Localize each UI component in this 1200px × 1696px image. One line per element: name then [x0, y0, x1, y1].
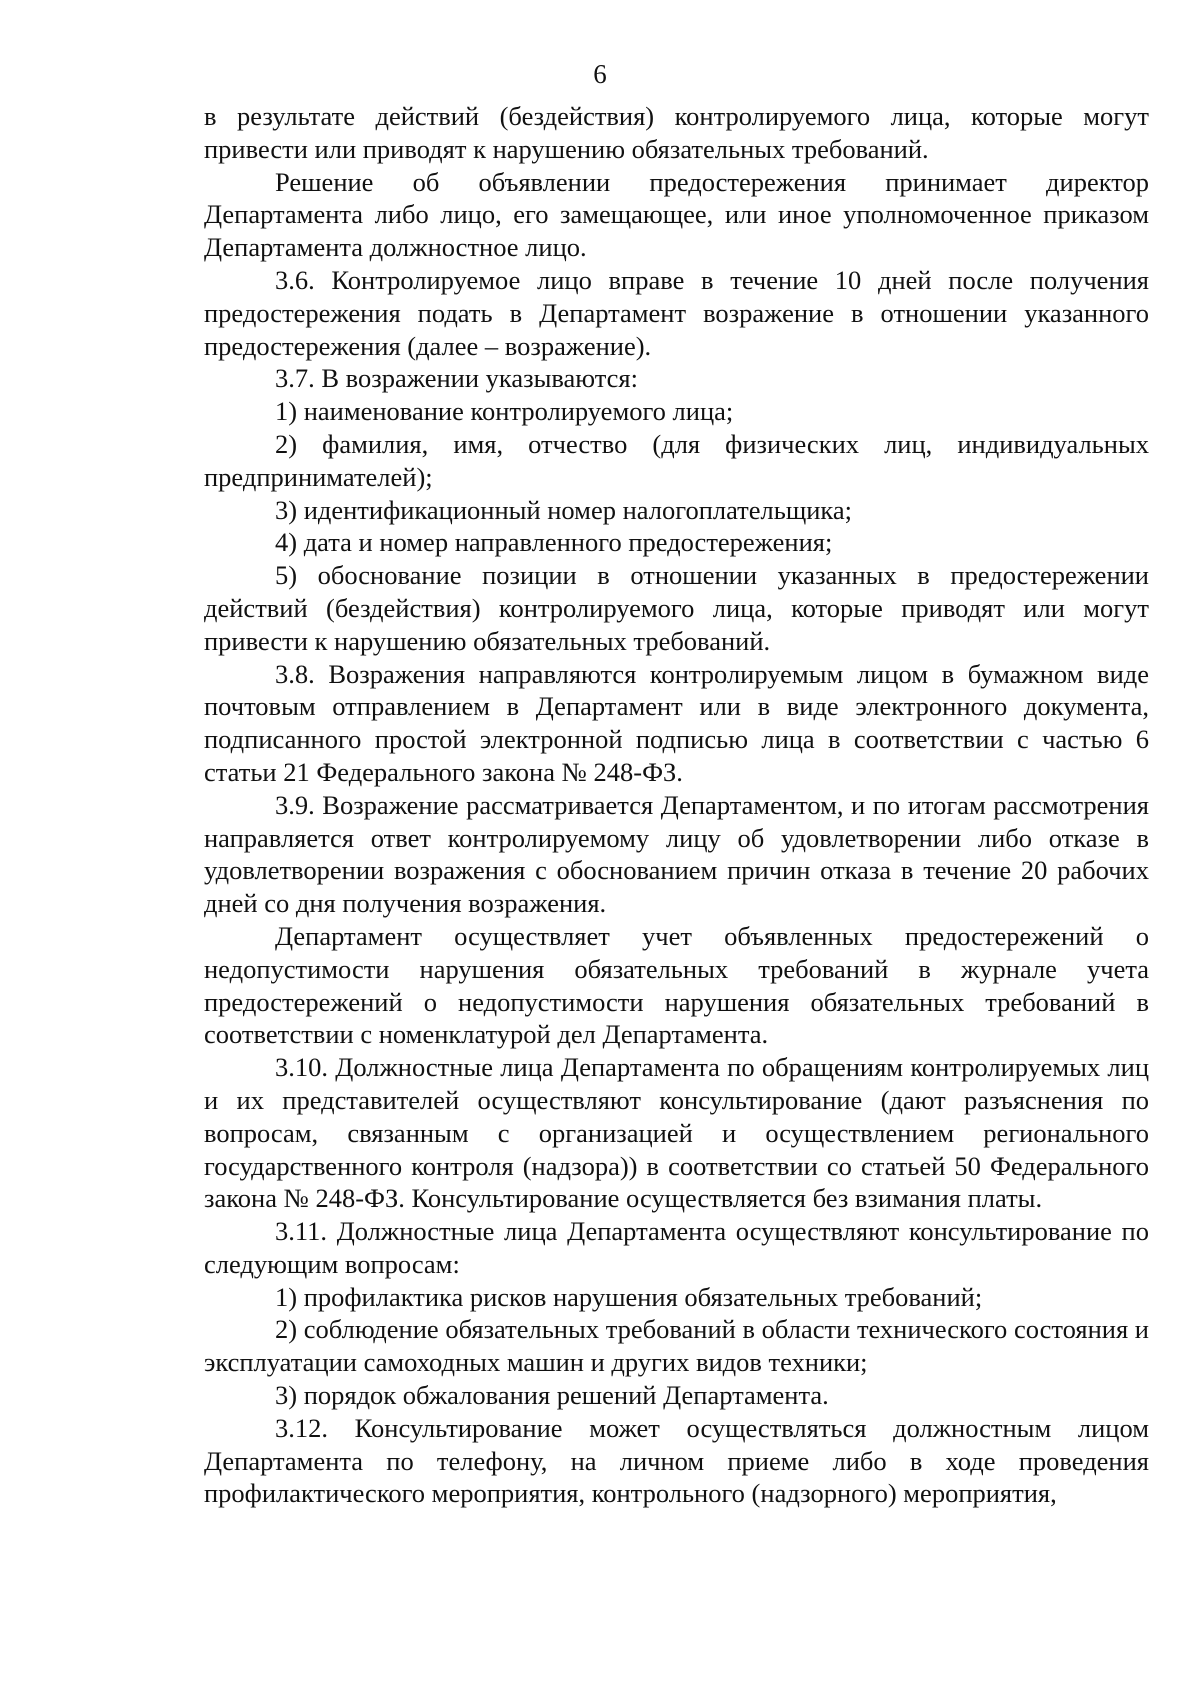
paragraph-warning-register: Департамент осуществляет учет объявленных предостережений о недопустимости нарушения обязательных требований в журнале учета предостережений о недопустимости нарушения обязательных требований в соответствии с номенклатурой дел Департамента.: [204, 920, 1149, 1050]
paragraph-continuation: в результате действий (бездействия) контролируемого лица, которые могут привести или приводят к нарушению обязательных требований.: [204, 101, 1149, 164]
page-number: 6: [593, 59, 607, 89]
list-item-3-7-4: 4) дата и номер направленного предостережения;: [275, 527, 833, 558]
paragraph-3-10: 3.10. Должностные лица Департамента по обращениям контролируемых лиц и их представителей осуществляют консультирование (дают разъяснения по вопросам, связанным с организацией и осуществлением регионального государственного контроля (надзора)) в соответствии со статьей 50 Федерального закона № 248-ФЗ. Консультирование осуществляется без взимания платы.: [204, 1052, 1149, 1214]
paragraph-3-7: 3.7. В возражении указываются:: [275, 363, 638, 394]
list-item-3-7-3: 3) идентификационный номер налогоплательщика;: [275, 494, 853, 525]
paragraph-3-11: 3.11. Должностные лица Департамента осуществляют консультирование по следующим вопросам:: [204, 1216, 1149, 1279]
paragraph-decision-warning: Решение об объявлении предостережения принимает директор Департамента либо лицо, его замещающее, или иное уполномоченное приказом Департамента должностное лицо.: [204, 166, 1149, 263]
document-body: [204, 100, 1149, 1510]
list-item-3-11-3: 3) порядок обжалования решений Департамента.: [275, 1380, 829, 1411]
list-item-3-7-5: 5) обоснование позиции в отношении указанных в предостережении действий (бездействия) контролируемого лица, которые приводят или могут привести к нарушению обязательных требований.: [204, 560, 1149, 656]
list-item-3-11-2: 2) соблюдение обязательных требований в области технического состояния и эксплуатации самоходных машин и других видов техники;: [204, 1314, 1149, 1378]
paragraph-3-9: 3.9. Возражение рассматривается Департаментом, и по итогам рассмотрения направляется ответ контролируемому лицу об удовлетворении либо отказе в удовлетворении возражения с обоснованием причин отказа в течение 20 рабочих дней со дня получения возражения.: [204, 789, 1149, 919]
list-item-3-11-1: 1) профилактика рисков нарушения обязательных требований;: [275, 1281, 983, 1312]
paragraph-3-12: 3.12. Консультирование может осуществляться должностным лицом Департамента по телефону, на личном приеме либо в ходе проведения профилактического мероприятия, контрольного (надзорного) мероприятия,: [204, 1412, 1149, 1509]
list-item-3-7-1: 1) наименование контролируемого лица;: [275, 396, 734, 427]
paragraph-3-6: 3.6. Контролируемое лицо вправе в течение 10 дней после получения предостережения подать в Департамент возражение в отношении указанного предостережения (далее – возражение).: [204, 264, 1149, 361]
paragraph-3-8: 3.8. Возражения направляются контролируемым лицом в бумажном виде почтовым отправлением в Департамент или в виде электронного документа, подписанного простой электронной подписью лица в соответствии с частью 6 статьи 21 Федерального закона № 248-ФЗ.: [204, 658, 1149, 787]
list-item-3-7-2: 2) фамилия, имя, отчество (для физических лиц, индивидуальных предпринимателей);: [204, 428, 1149, 492]
